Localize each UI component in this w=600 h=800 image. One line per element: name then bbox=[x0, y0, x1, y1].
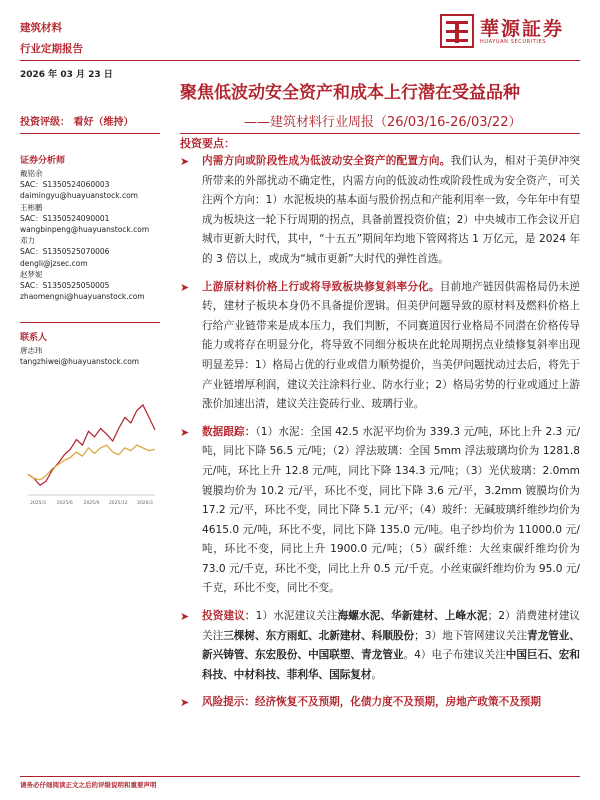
x-tick-label: 2026/3 bbox=[137, 501, 153, 506]
key-points-label: 投资要点： bbox=[180, 137, 235, 150]
analyst-sac: SAC：S1350524060003 bbox=[20, 180, 110, 190]
analyst-email: dengli@jzsec.com bbox=[20, 258, 88, 268]
report-category: 建筑材料 bbox=[20, 22, 62, 34]
analyst-list bbox=[20, 168, 149, 302]
arrow-bullet-icon: ➤ bbox=[180, 696, 190, 710]
analyst-name: 赵梦妮 bbox=[20, 269, 43, 279]
report-header bbox=[20, 18, 83, 60]
investment-rating: 投资评级： 看好（维持） bbox=[20, 117, 134, 128]
series-line-0 bbox=[28, 405, 155, 485]
analyst-sac: SAC：S1350525050005 bbox=[20, 281, 110, 291]
right-divider bbox=[180, 133, 580, 134]
arrow-bullet-icon: ➤ bbox=[180, 155, 190, 168]
footer-disclaimer: 请务必仔细阅读正文之后的评级说明和重要声明 bbox=[20, 781, 157, 789]
logo-subtext: HUAYUAN SECURITIES bbox=[480, 39, 547, 45]
analyst-name: 王彬鹏 bbox=[20, 202, 43, 212]
report-title: 聚焦低波动安全资产和成本上行潜在受益品种 bbox=[180, 83, 520, 103]
key-point-3 bbox=[180, 423, 580, 599]
analyst-email: daimingyu@huayuanstock.com bbox=[20, 191, 138, 201]
analyst-sac: SAC：S1350524090001 bbox=[20, 213, 110, 223]
report-subtitle: ——建筑材料行业周报（26/03/16-26/03/22） bbox=[244, 115, 522, 130]
analyst-name: 戴铭余 bbox=[20, 169, 43, 178]
key-point-lead: 投资建议： bbox=[202, 610, 256, 623]
key-point-2 bbox=[180, 278, 580, 415]
key-point-lead: 风险提示：经济恢复不及预期，化债力度不及预期，房地产政策不及预期 bbox=[202, 696, 541, 709]
footer-divider bbox=[20, 776, 580, 777]
key-point-lead: 上游原材料价格上行或将导致板块修复斜率分化。 bbox=[202, 280, 440, 293]
analyst-email: wangbinpeng@huayuanstock.com bbox=[20, 225, 150, 235]
key-point-text: （1）水泥：全国 42.5 水泥平均价为 339.3 元/吨，环比上升 2.3 元/吨，同比下降 56.5 元/吨；（2）浮法玻璃：全国 5mm 浮法玻璃均价为 1281.8 元/吨，环比上升 12.8 元/吨，同比下降 134.3 元/吨；（3）光伏玻璃：2.0mm 镀膜均价为 10.2 元/平，环比不变，同比下降 3.6 元/平，3.2mm 镀膜均价为 17.2 元/平，环比不变，同比下降 5.1 元/平；（4）玻纤：无碱玻璃纤维纱均价为 4615.0 元/吨，环比不变，同比下降 135.0 元/吨。电子纱均价为 11000.0 元/吨，环比不变，同比上升 1900.0 元/吨；（5）碳纤维：大丝束碳纤维均价为 73.0 元/千克，环比不变，同比上升 0.5 元/千克。小丝束碳纤维均价为 95.0 元/千克，环比不变，同比不变。 bbox=[202, 425, 581, 595]
series-line-1 bbox=[28, 445, 155, 480]
company-logo bbox=[440, 12, 590, 52]
performance-chart bbox=[20, 390, 160, 510]
left-divider bbox=[20, 133, 160, 134]
report-date: 2026 年 03 月 23 日 bbox=[20, 70, 113, 80]
contact-email: tangzhiwei@huayuanstock.com bbox=[20, 357, 140, 367]
contact-info bbox=[20, 345, 139, 367]
x-tick-label: 2025/12 bbox=[108, 501, 128, 506]
key-points-body bbox=[180, 152, 580, 721]
key-point-1 bbox=[180, 152, 580, 270]
analyst-name: 邓力 bbox=[20, 236, 35, 246]
key-point-lead: 数据跟踪： bbox=[202, 425, 256, 438]
logo-mark-icon bbox=[440, 14, 474, 48]
logo-text: 華源証券 bbox=[480, 18, 565, 40]
contact-heading: 联系人 bbox=[20, 333, 48, 343]
arrow-bullet-icon: ➤ bbox=[180, 610, 190, 624]
arrow-bullet-icon: ➤ bbox=[180, 280, 190, 294]
analyst-email: zhaomengni@huayuanstock.com bbox=[20, 292, 145, 302]
analyst-sac: SAC：S1350525070006 bbox=[20, 247, 110, 257]
arrow-bullet-icon: ➤ bbox=[180, 425, 190, 439]
key-point-5 bbox=[180, 693, 580, 713]
report-type: 行业定期报告 bbox=[20, 43, 83, 55]
key-point-text: 我们认为，相对于美伊冲突所带来的外部扰动不确定性，内需方向的低波动性或阶段性成为安全资产，可关注两个方向：1）水泥板块的基本面与股价拐点和产能利用率一致，今年年中有望成为板块这一轮下行周期的拐点，具备前置投资价值；2）中央城市工作会议开启城市更新大时代，其中，“十五五”期间年均地下管网将达 1 万亿元，是 2024 年的 3 倍以上，或成为“城市更新”大时代的弹性首选。 bbox=[202, 155, 581, 265]
x-tick-label: 2025/6 bbox=[56, 501, 73, 506]
analysts-heading: 证券分析师 bbox=[20, 156, 66, 166]
x-tick-label: 2025/3 bbox=[30, 501, 46, 506]
contact-divider bbox=[20, 322, 160, 323]
contact-name: 唐志玮 bbox=[20, 346, 43, 355]
key-point-text: 1）水泥建议关注海螺水泥、华新建材、上峰水泥；2）消费建材建议关注三棵树、东方雨虹、北新建材、科顺股份；3）地下管网建议关注青龙管业、新兴铸管、东宏股份、中国联塑、青龙管业。4）电子布建议关注中国巨石、宏和科技、中材科技、菲利华、国际复材。 bbox=[202, 610, 581, 681]
key-point-text: 目前地产链因供需格局仍未逆转，建材子板块本身仍不具备提价逻辑。但美伊问题导致的原材料及燃料价格上行给产业链带来是成本压力，我们判断，不同赛道因行业格局不同潜在价格传导能力或将存在明显分化，将导致不同细分板块在此轮周期拐点业绩修复斜率出现明显差异：1）格局占优的行业或借力顺势提价，当美伊问题扰动过去后，将先于产业链增厚利润，建议关注涂料行业、防水行业；2）格局劣势的行业或通过上游涨价加速出清，建议关注瓷砖行业、玻璃行业。 bbox=[202, 280, 580, 411]
key-point-4 bbox=[180, 607, 580, 685]
x-tick-label: 2025/9 bbox=[83, 501, 100, 506]
header-divider bbox=[20, 60, 580, 61]
key-point-lead: 内需方向或阶段性成为低波动安全资产的配置方向。 bbox=[202, 155, 451, 167]
